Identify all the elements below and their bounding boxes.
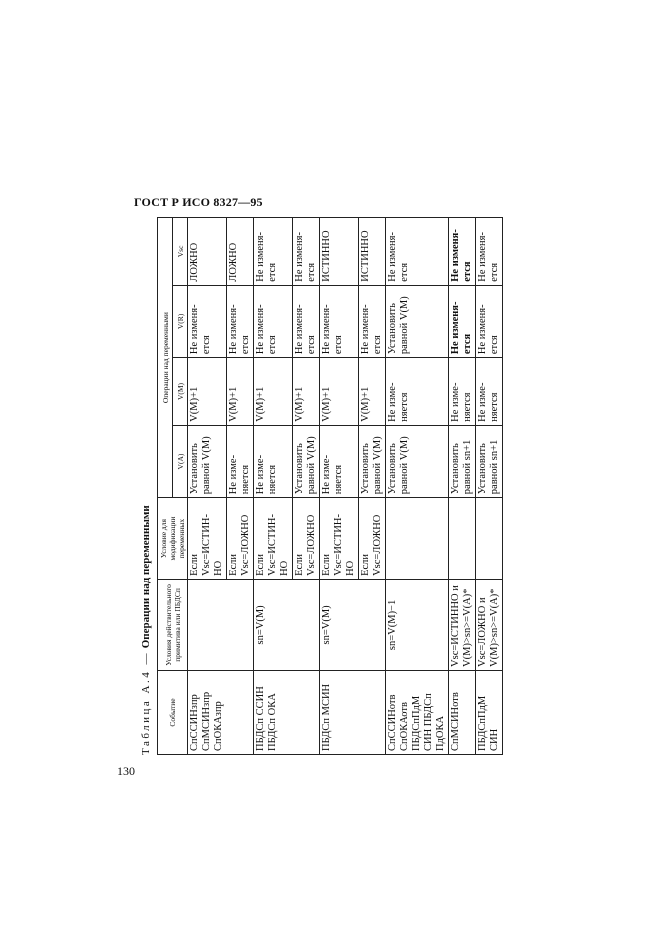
cell-vsc: ИСТИННО	[320, 218, 359, 286]
cell-condition: sn=V(M)	[254, 579, 320, 670]
cell-vsc: Не изменя-ется	[449, 218, 476, 286]
header-va: V(A)	[173, 425, 188, 497]
cell-condition: Vsc=ЛОЖНО и V(M)>sn>=V(A)*	[476, 579, 503, 670]
table-row	[386, 218, 449, 755]
cell-modify: Если Vsc=ЛОЖНО	[293, 498, 320, 580]
cell-vsc: ИСТИННО	[359, 218, 386, 286]
table-row	[449, 218, 476, 755]
table-row	[476, 218, 503, 755]
header-row-1	[158, 218, 173, 755]
cell-vm: V(M)+1	[254, 358, 293, 426]
cell-event: ПБДСпПдМ СИН	[476, 670, 503, 754]
table-row	[188, 218, 227, 755]
cell-va: Установить равной V(M)	[293, 425, 320, 497]
cell-event: СпССИНзпр СпМСИНзпр СпОКАзпр	[188, 670, 254, 754]
cell-vr: Не изменя-ется	[476, 285, 503, 357]
cell-vm: V(M)+1	[227, 358, 254, 426]
cell-vm: V(M)+1	[293, 358, 320, 426]
table-row	[254, 218, 293, 755]
cell-modify: Если Vsc=ИСТИН-НО	[320, 498, 359, 580]
cell-vm: V(M)+1	[359, 358, 386, 426]
table-row	[320, 218, 359, 755]
cell-vm: Не изме-няется	[449, 358, 476, 426]
cell-vr: Не изменя-ется	[359, 285, 386, 357]
table-caption	[140, 505, 152, 755]
header-ops: Операции над переменными	[158, 218, 173, 498]
cell-vr: Не изменя-ется	[188, 285, 227, 357]
cell-event: СпМСИНотв	[449, 670, 476, 754]
cell-modify	[386, 498, 449, 580]
cell-modify: Если Vsc=ЛОЖНО	[227, 498, 254, 580]
header-vr: V(R)	[173, 285, 188, 357]
cell-va: Не изме-няется	[227, 425, 254, 497]
cell-va: Не изме-няется	[254, 425, 293, 497]
cell-event: ПБДСп ССИН ПБДСп ОКА	[254, 670, 320, 754]
cell-event: ПБДСп МСИН	[320, 670, 386, 754]
header-event: Событие	[158, 670, 188, 754]
cell-vr: Не изменя-ется	[254, 285, 293, 357]
cell-condition: Vsc=ИСТИННО и V(M)>sn>=V(A)*	[449, 579, 476, 670]
cell-vm: Не изме-няется	[386, 358, 449, 426]
cell-event: СпССИНотв СпОКАотв ПБДСпПдМ СИН ПБДСп ПдОКА	[386, 670, 449, 754]
header-vsc: Vsc	[173, 218, 188, 286]
cell-modify: Если Vsc=ИСТИН-НО	[188, 498, 227, 580]
cell-modify: Если Vsc=ЛОЖНО	[359, 498, 386, 580]
cell-va: Установить равной V(M)	[188, 425, 227, 497]
cell-va: Установить равной V(M)	[359, 425, 386, 497]
header-condition: Условия действительного примитива или ПБДСп	[158, 579, 188, 670]
cell-va: Не изме-няется	[320, 425, 359, 497]
cell-condition: sn=V(M)−1	[386, 579, 449, 670]
cell-vm: V(M)+1	[188, 358, 227, 426]
page-number: 130	[117, 764, 135, 778]
cell-vr: Не изменя-ется	[293, 285, 320, 357]
cell-vm: V(M)+1	[320, 358, 359, 426]
cell-condition	[188, 579, 254, 670]
cell-vm: Не изме-няется	[476, 358, 503, 426]
cell-vsc: Не изменя-ется	[476, 218, 503, 286]
header-modify: Условие для модификации переменных	[158, 498, 188, 580]
header-vm: V(M)	[173, 358, 188, 426]
cell-condition: sn=V(M)	[320, 579, 386, 670]
cell-vr: Не изменя-ется	[320, 285, 359, 357]
cell-modify	[476, 498, 503, 580]
page-header: ГОСТ Р ИСО 8327—95	[134, 195, 263, 209]
cell-modify	[449, 498, 476, 580]
cell-vsc: Не изменя-ется	[386, 218, 449, 286]
cell-vr: Установить равной V(M)	[386, 285, 449, 357]
cell-vsc: Не изменя-ется	[254, 218, 293, 286]
cell-modify: Если Vsc=ИСТИН-НО	[254, 498, 293, 580]
cell-vr: Не изменя-ется	[227, 285, 254, 357]
cell-vsc: Не изменя-ется	[293, 218, 320, 286]
cell-vr: Не изменя-ется	[449, 285, 476, 357]
cell-vsc: ЛОЖНО	[188, 218, 227, 286]
cell-va: Установить равной sn+1	[449, 425, 476, 497]
cell-vsc: ЛОЖНО	[227, 218, 254, 286]
caption-label: Таблица А.4 —	[140, 651, 152, 755]
cell-va: Установить равной sn+1	[476, 425, 503, 497]
cell-va: Установить равной V(M)	[386, 425, 449, 497]
operations-table	[157, 217, 503, 755]
rotated-table-block	[140, 215, 520, 755]
caption-title: Операции над переменными	[140, 505, 152, 649]
